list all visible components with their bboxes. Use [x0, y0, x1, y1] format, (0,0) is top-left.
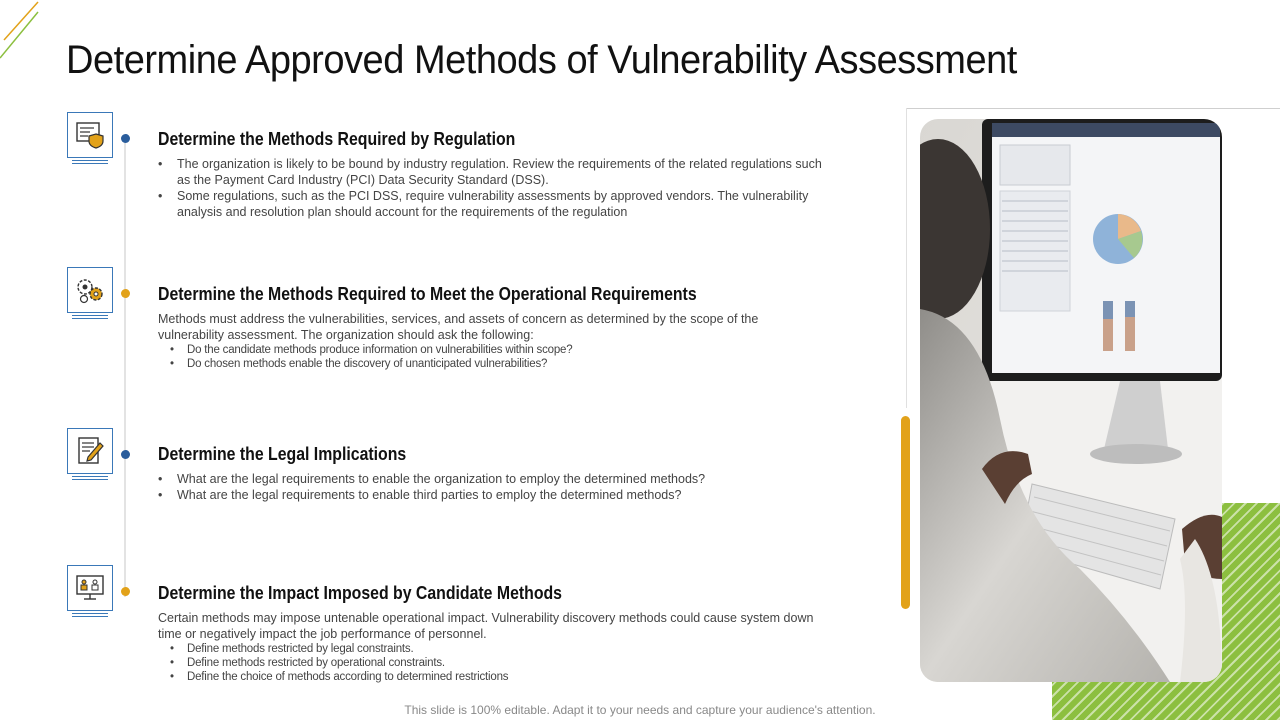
- section-paragraph: Certain methods may impose untenable operational impact. Vulnerability discovery methods could cause system down time or negatively impact the job performance of personnel.: [158, 611, 814, 641]
- section-regulation: [158, 129, 838, 220]
- page-title: Determine Approved Methods of Vulnerability Assessment: [66, 38, 1017, 82]
- sub-bullet-item: • Define methods restricted by legal constraints.: [158, 642, 838, 656]
- timeline-line: [124, 135, 126, 597]
- sub-bullet-item: • Do chosen methods enable the discovery of unanticipated vulnerabilities?: [158, 357, 838, 371]
- frame-line: [906, 108, 1280, 109]
- bullet-item: • Some regulations, such as the PCI DSS, require vulnerability assessments by approved vendors. The vulnerability analysis and resolution plan should account for the requirements of the regulation: [158, 188, 838, 220]
- section-operational: [158, 284, 838, 371]
- certificate-shield-icon: [67, 112, 113, 158]
- timeline-dot: [121, 289, 130, 298]
- frame-line: [906, 108, 907, 408]
- document-pen-icon: [67, 428, 113, 474]
- icon-underline: [72, 476, 108, 482]
- sub-bullet-item: • Do the candidate methods produce information on vulnerabilities within scope?: [158, 343, 838, 357]
- corner-decoration: [0, 0, 40, 62]
- section-impact: [158, 583, 838, 684]
- section-heading: Determine the Impact Imposed by Candidate Methods: [158, 583, 563, 603]
- sub-bullet-item: • Define methods restricted by operational constraints.: [158, 656, 838, 670]
- section-paragraph: Methods must address the vulnerabilities, services, and assets of concern as determined by the scope of the vulnerability assessment. The organization should ask the following:: [158, 312, 759, 342]
- monitor-people-icon: [67, 565, 113, 611]
- section-heading: Determine the Legal Implications: [158, 444, 407, 464]
- gold-accent-bar: [901, 416, 910, 609]
- timeline-dot: [121, 450, 130, 459]
- footer-note: This slide is 100% editable. Adapt it to your needs and capture your audience's attention.: [404, 703, 876, 717]
- gears-icon: [67, 267, 113, 313]
- icon-underline: [72, 315, 108, 321]
- icon-underline: [72, 160, 108, 166]
- section-legal: [158, 444, 838, 503]
- section-heading: Determine the Methods Required to Meet the Operational Requirements: [158, 284, 697, 304]
- bullet-item: • The organization is likely to be bound by industry regulation. Review the requirements of the related regulations such as the Payment Card Industry (PCI) Data Security Standard (DSS).: [158, 156, 838, 188]
- person-at-computer-photo: [920, 119, 1222, 682]
- section-heading: Determine the Methods Required by Regulation: [158, 129, 516, 149]
- timeline-dot: [121, 587, 130, 596]
- sub-bullet-item: • Define the choice of methods according to determined restrictions: [158, 670, 838, 684]
- bullet-item: • What are the legal requirements to enable third parties to employ the determined methods?: [158, 487, 838, 503]
- bullet-item: • What are the legal requirements to enable the organization to employ the determined methods?: [158, 471, 838, 487]
- icon-underline: [72, 613, 108, 619]
- timeline-dot: [121, 134, 130, 143]
